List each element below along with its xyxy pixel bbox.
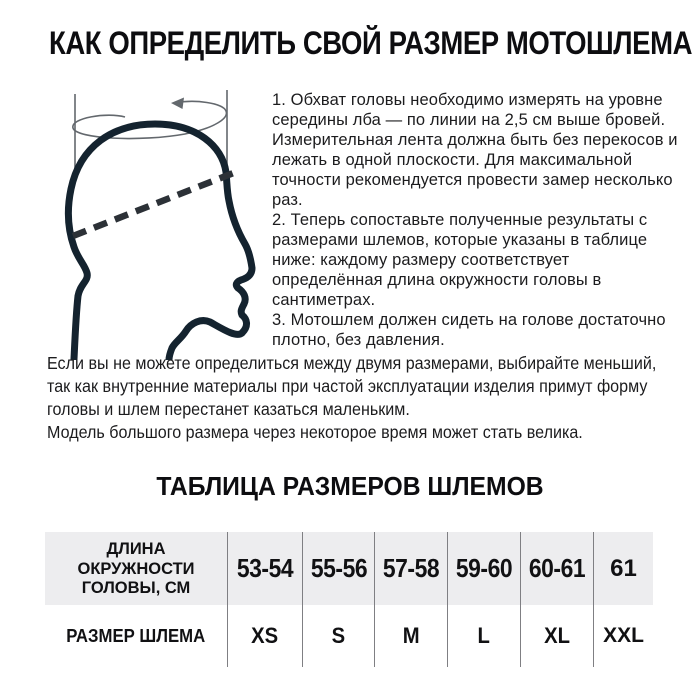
circumference-cell (375, 532, 447, 605)
instruction-step-2: 2. Теперь сопоставьте полученные результаты с размерами шлемов, которые указаны в таблице ниже: каждому размеру соответствует определённая длина окружности головы в сантиметрах. (272, 211, 648, 309)
instruction-step-3: 3. Мотошлем должен сидеть на голове достаточно плотно, без давления. (272, 311, 666, 349)
size-value: L (477, 623, 491, 648)
circumference-value: 61 (610, 554, 637, 582)
table-column-l (447, 532, 520, 667)
instructions-list (272, 90, 684, 350)
circumference-cell (303, 532, 374, 605)
fit-note (47, 352, 680, 444)
size-cell (303, 605, 374, 667)
circumference-value: 57-58 (382, 553, 440, 583)
head-measurement-diagram (45, 80, 285, 360)
table-label-column (45, 532, 227, 667)
size-value: XS (251, 623, 279, 648)
table-column-xs (227, 532, 302, 667)
page-title: КАК ОПРЕДЕЛИТЬ СВОЙ РАЗМЕР МОТОШЛЕМА (49, 25, 693, 61)
size-table-title: ТАБЛИЦА РАЗМЕРОВ ШЛЕМОВ (156, 471, 544, 501)
table-column-s (302, 532, 374, 667)
fit-note-line-1: Если вы не можете определиться между двумя размерами, выбирайте меньший, так как внутренние материалы при частой эксплуатации изделия примут форму головы и шлем перестанет казаться маленьким. (47, 353, 657, 419)
measuring-line-dashed (73, 172, 236, 236)
size-cell (521, 605, 593, 667)
circumference-cell (594, 532, 653, 605)
size-cell (228, 605, 302, 667)
instruction-step-1: 1. Обхват головы необходимо измерять на уровне середины лба — по линии на 2,5 см выше бровей. Измерительная лента должна быть без перекосов и лежать в одной плоскости. Для максимальной точности рекомендуется провести замер несколько раз. (272, 91, 678, 209)
size-header-cell (45, 605, 227, 667)
circumference-cell (228, 532, 302, 605)
size-label: РАЗМЕР ШЛЕМА (66, 625, 206, 646)
size-value: XXL (603, 624, 644, 647)
table-column-xxl (593, 532, 653, 667)
table-columns (45, 532, 653, 667)
circumference-cell (448, 532, 520, 605)
head-profile-icon (45, 80, 285, 360)
circumference-label: ДЛИНА ОКРУЖНОСТИ ГОЛОВЫ, СМ (77, 539, 195, 598)
arrowhead-icon (171, 98, 184, 110)
table-column-m (374, 532, 447, 667)
fit-note-line-2: Модель большого размера через некоторое время может стать велика. (47, 422, 583, 442)
circumference-value: 60-61 (528, 553, 586, 583)
size-cell (448, 605, 520, 667)
circumference-arrow (73, 101, 227, 138)
size-value: XL (544, 623, 570, 648)
table-column-xl (520, 532, 593, 667)
size-cell (375, 605, 447, 667)
circumference-value: 53-54 (236, 553, 294, 583)
size-value: M (402, 623, 420, 648)
circumference-value: 55-56 (310, 553, 367, 583)
circumference-header-cell (45, 532, 227, 605)
circumference-cell (521, 532, 593, 605)
size-value: S (331, 623, 346, 648)
circumference-value: 59-60 (455, 553, 513, 583)
size-table (45, 532, 653, 667)
head-profile-outline (68, 124, 252, 360)
size-cell (594, 605, 653, 667)
